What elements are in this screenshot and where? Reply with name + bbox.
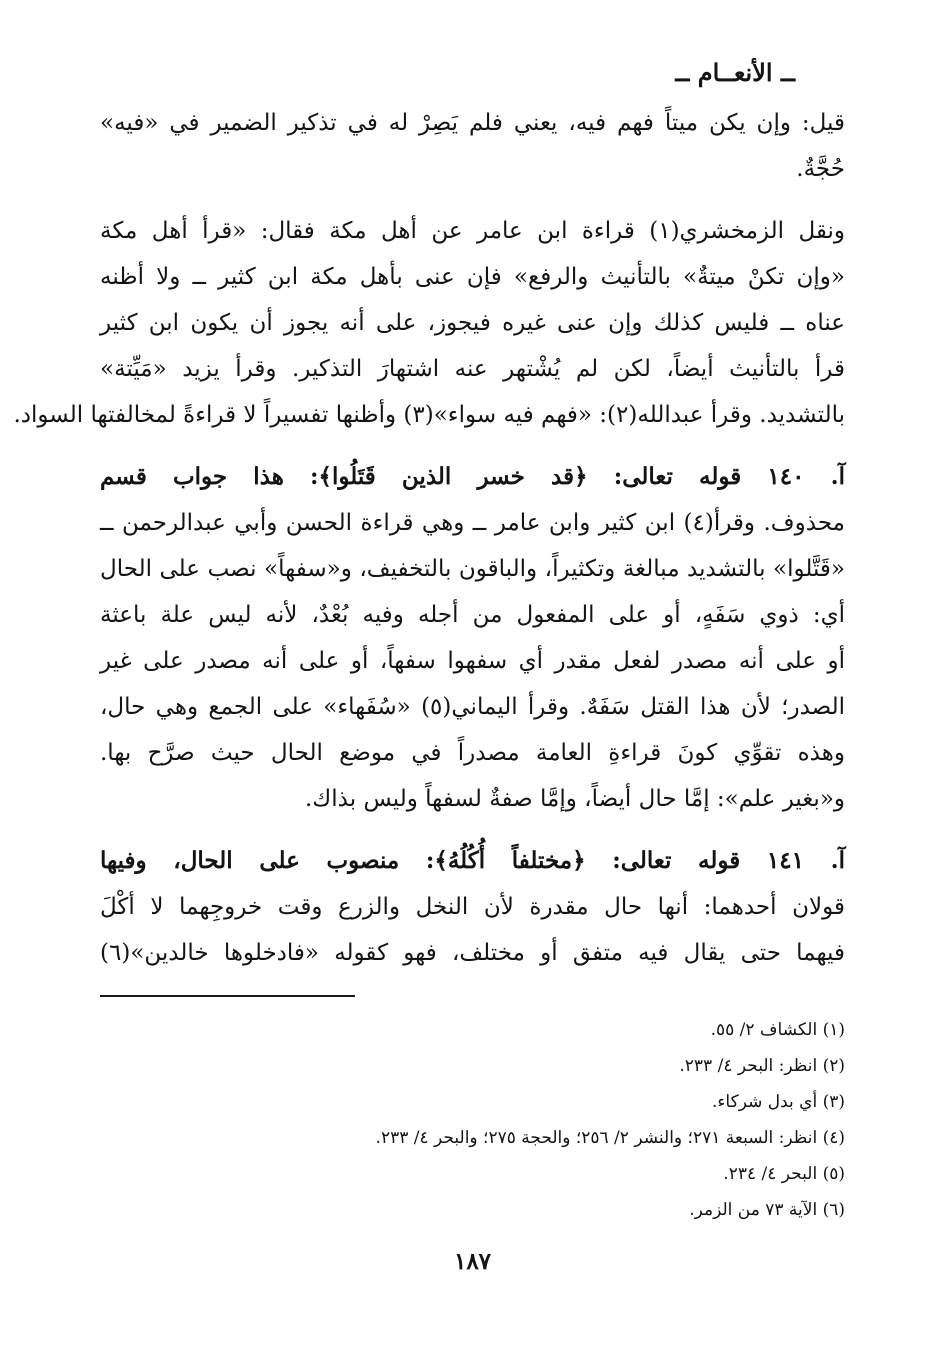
- text-line: قيل: وإن يكن ميتاً فهم فيه، يعني فلم يَصِرْ له في تذكير الضمير في «فيه»: [100, 110, 845, 136]
- text-line: «وإن تكنْ ميتةٌ» بالتأنيث والرفع» فإن عنى بأهل مكة ابن كثير ــ ولا أظنه: [100, 264, 845, 290]
- main-text: [13, 100, 846, 976]
- footnote-2: (٢) انظر: البحر ٤/ ٢٣٣.: [679, 1056, 845, 1076]
- text-line: أي: ذوي سَفَهٍ، أو على المفعول من أجله وفيه بُعْدٌ، لأنه ليس علة باعثة: [100, 602, 845, 628]
- paragraph-2: [13, 208, 845, 438]
- text-line: الصدر؛ لأن هذا القتل سَفَهٌ. وقرأ اليماني(٥) «سُفَهاء» على الجمع وهي حال،: [100, 694, 845, 720]
- text-line: ونقل الزمخشري(١) قراءة ابن عامر عن أهل مكة فقال: «قرأ أهل مكة: [100, 218, 845, 244]
- text-line: حُجَّةٌ.: [796, 156, 845, 182]
- text-line: بالتشديد. وقرأ عبدالله(٢): «فهم فيه سواء»(٣) وأظنها تفسيراً لا قراءةً لمخالفتها السواد.: [13, 402, 845, 428]
- footnote-5: (٥) البحر ٤/ ٢٣٤.: [723, 1164, 845, 1184]
- footnote-6: (٦) الآية ٧٣ من الزمر.: [689, 1200, 845, 1220]
- footnote-3: (٣) أي بدل شركاء.: [712, 1092, 845, 1112]
- paragraph-1: [100, 100, 845, 192]
- footnote-4: (٤) انظر: السبعة ٢٧١؛ والنشر ٢/ ٢٥٦؛ والحجة ٢٧٥؛ والبحر ٤/ ٢٣٣.: [375, 1128, 845, 1148]
- text-line: فيهما حتى يقال فيه متفق أو مختلف، فهو كقوله «فادخلوها خالدين»(٦): [100, 940, 845, 966]
- text-line: وهذه تقوِّي كونَ قراءةِ العامة مصدراً في موضع الحال حيث صرَّح بها.: [100, 740, 845, 766]
- verse-heading-line: آ. ١٤٠ قوله تعالى: ﴿قد خسر الذين قَتَلُوا﴾: هذا جواب قسم: [100, 463, 845, 490]
- paragraph-verse-140: [100, 454, 845, 822]
- page-number: ١٨٧: [453, 1248, 492, 1275]
- paragraph-verse-141: [100, 838, 845, 976]
- running-header: ــ الأنعــام ــ: [675, 58, 795, 87]
- text-line: عناه ــ فليس كذلك وإن عنى غيره فيجوز، على أنه يجوز أن يكون ابن كثير: [100, 310, 845, 336]
- verse-heading-line: آ. ١٤١ قوله تعالى: ﴿مختلفاً أُكُلُهُ﴾: منصوب على الحال، وفيها: [100, 847, 846, 874]
- text-line: و«بغير علم»: إمَّا حال أيضاً، وإمَّا صفةٌ لسفهاً وليس بذاك.: [305, 786, 845, 812]
- footnotes: [100, 1012, 845, 1228]
- text-line: أو على أنه مصدر لفعل مقدر أي سفهوا سفهاً، أو على أنه مصدر على غير: [100, 648, 845, 674]
- footnote-1: (١) الكشاف ٢/ ٥٥.: [710, 1020, 845, 1040]
- text-line: «قَتَّلوا» بالتشديد مبالغة وتكثيراً، والباقون بالتخفيف، و«سفهاً» نصب على الحال: [100, 556, 845, 582]
- text-line: قرأ بالتأنيث أيضاً، لكن لم يُشْتهر عنه اشتهارَ التذكير. وقرأ يزيد «مَيِّتة»: [100, 356, 845, 382]
- footnote-divider: [100, 995, 355, 997]
- text-line: محذوف. وقرأ(٤) ابن كثير وابن عامر ــ وهي قراءة الحسن وأبي عبدالرحمن ــ: [100, 510, 845, 536]
- text-line: قولان أحدهما: أنها حال مقدرة لأن النخل والزرع وقت خروجِهما لا أكْلَ: [100, 894, 845, 920]
